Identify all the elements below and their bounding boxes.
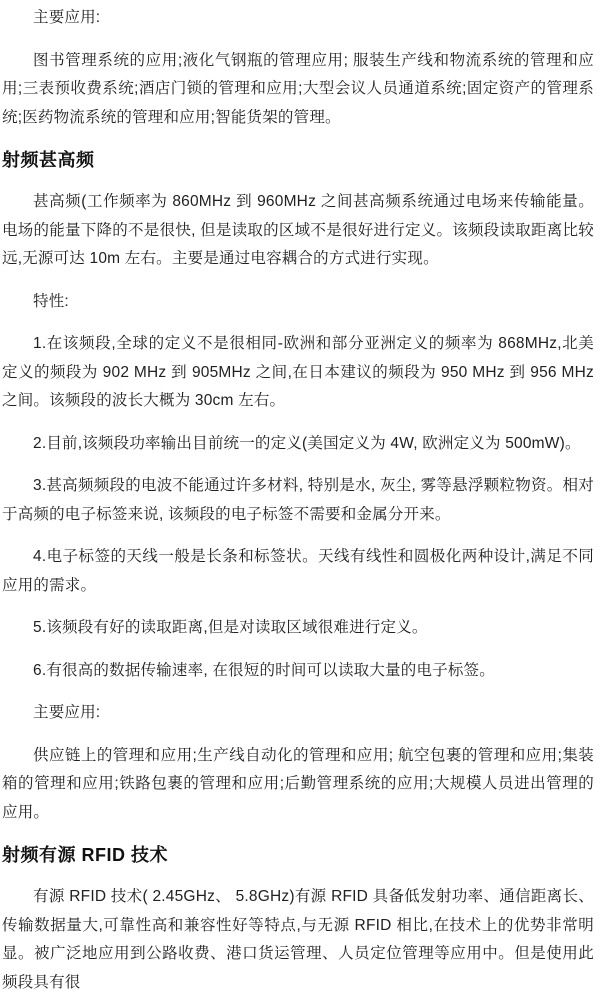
section-heading-active-rfid: 射频有源 RFID 技术: [2, 845, 168, 865]
paragraph-characteristic-5: 5.该频段有好的读取距离,但是对读取区域很难进行定义。: [33, 619, 428, 636]
paragraph-hf-applications-list: 图书管理系统的应用;液化气钢瓶的管理应用; 服装生产线和物流系统的管理和应用;三表预收费系统;酒店门锁的管理和应用;大型会议人员通道系统;固定资产的管理系统;医药物流系统的管理和应用;智能货架的管理。: [2, 51, 594, 126]
paragraph-characteristic-1: 1.在该频段,全球的定义不是很相同-欧洲和部分亚洲定义的频率为 868MHz,北美定义的频段为 902 MHz 到 905MHz 之间,在日本建议的频段为 950 MHz 到 956 MHz 之间。该频段的波长大概为 30cm 左右。: [2, 335, 594, 409]
paragraph-uhf-applications-list: 供应链上的管理和应用;生产线自动化的管理和应用; 航空包裹的管理和应用;集装箱的管理和应用;铁路包裹的管理和应用;后勤管理系统的应用;大规模人员进出管理的应用。: [2, 746, 594, 821]
paragraph-characteristics-label: 特性:: [33, 292, 69, 310]
paragraph-characteristic-3: 3.甚高频频段的电波不能通过许多材料, 特别是水, 灰尘, 雾等悬浮颗粒物资。相对于高频的电子标签来说, 该频段的电子标签不需要和金属分开来。: [2, 477, 594, 523]
section-heading-rf-uhf: 射频甚高频: [2, 150, 95, 170]
paragraph-characteristic-2: 2.目前,该频段功率输出目前统一的定义(美国定义为 4W, 欧洲定义为 500mW)。: [33, 434, 581, 452]
paragraph-uhf-overview: 甚高频(工作频率为 860MHz 到 960MHz 之间甚高频系统通过电场来传输能量。电场的能量下降的不是很快, 但是读取的区域不是很好进行定义。该频段读取距离比较远,无源可达 10m 左右。主要是通过电容耦合的方式进行实现。: [2, 193, 594, 267]
paragraph-characteristic-4: 4.电子标签的天线一般是长条和标签状。天线有线性和圆极化两种设计,满足不同应用的需求。: [2, 548, 594, 594]
paragraph-characteristic-6: 6.有很高的数据传输速率, 在很短的时间可以读取大量的电子标签。: [33, 661, 495, 679]
paragraph-active-rfid-overview: 有源 RFID 技术( 2.45GHz、 5.8GHz)有源 RFID 具备低发射功率、通信距离长、传输数据量大,可靠性高和兼容性好等特点,与无源 RFID 相比,在技术上的优势非常明显。被广泛地应用到公路收费、港口货运管理、人员定位管理等应用中。但是使用此频段具有很: [2, 888, 594, 991]
paragraph-main-applications-label-uhf: 主要应用:: [33, 704, 101, 721]
paragraph-main-applications-label-hf: 主要应用:: [33, 9, 101, 26]
